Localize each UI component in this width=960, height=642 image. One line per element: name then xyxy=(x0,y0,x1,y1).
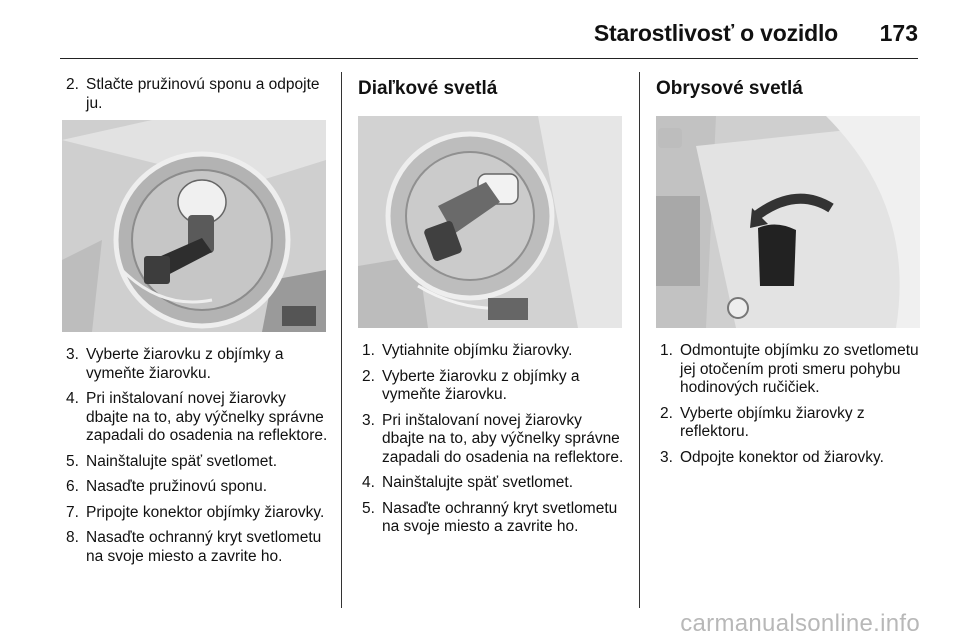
illustration-parking-light-socket xyxy=(656,116,920,328)
page-header xyxy=(60,14,918,59)
step-list xyxy=(62,346,328,566)
column-1 xyxy=(62,76,328,573)
step-text: Pripojte konektor objímky žiarovky. xyxy=(86,503,325,521)
step-number: 8. xyxy=(66,529,79,546)
step-text: Vyberte žiarovku z objímky a vymeňte žiarovku. xyxy=(382,367,580,403)
illustration-high-beam-bulb xyxy=(358,116,622,328)
column-3 xyxy=(656,76,920,474)
list-item xyxy=(358,368,624,405)
step-list xyxy=(656,342,920,467)
step-number: 4. xyxy=(66,390,79,407)
step-text: Nasaďte pružinovú sponu. xyxy=(86,478,267,495)
step-text: Pri inštalovaní novej žiarovky dbajte na to, aby výčnelky správne zapadali do osadenia na reflektore. xyxy=(382,411,624,466)
step-text: Nasaďte ochranný kryt svetlometu na svoje miesto a zavrite ho. xyxy=(382,499,618,535)
page-title: Starostlivosť o vozidlo xyxy=(593,20,838,46)
list-item xyxy=(62,504,328,523)
illustration-headlamp-clip xyxy=(62,120,326,332)
step-number: 3. xyxy=(660,448,673,466)
step-number: 5. xyxy=(66,452,79,470)
step-text: Odpojte konektor od žiarovky. xyxy=(680,448,884,466)
list-item xyxy=(62,478,328,497)
list-item xyxy=(62,453,328,472)
list-item xyxy=(358,342,624,361)
step-text: Odmontujte objímku zo svetlometu jej otočením proti smeru pohybu hodinových ručičiek. xyxy=(680,342,919,396)
step-text: Vytiahnite objímku žiarovky. xyxy=(382,342,573,359)
step-text: Nainštalujte späť svetlomet. xyxy=(382,474,574,491)
step-number: 1. xyxy=(362,342,375,359)
column-divider-1 xyxy=(341,72,342,608)
step-number: 3. xyxy=(362,411,375,429)
list-item xyxy=(656,449,920,468)
step-number: 3. xyxy=(66,346,79,363)
step-number: 2. xyxy=(362,367,375,385)
step-number: 1. xyxy=(660,342,673,359)
step-number: 2. xyxy=(66,76,79,93)
intro-step-list xyxy=(62,76,328,113)
step-number: 5. xyxy=(362,499,375,517)
column-divider-2 xyxy=(639,72,640,608)
list-item xyxy=(656,342,920,398)
step-text: Pri inštalovaní novej žiarovky dbajte na to, aby výčnelky správne zapadali do osadenia na reflektore. xyxy=(86,390,328,444)
page-number: 173 xyxy=(879,20,918,46)
watermark: carmanualsonline.info xyxy=(680,610,920,637)
step-text: Stlačte pružinovú sponu a odpojte ju. xyxy=(86,76,320,112)
step-text: Vyberte objímku žiarovky z reflektoru. xyxy=(680,404,865,440)
list-item xyxy=(656,405,920,442)
section-heading-parking-lights: Obrysové svetlá xyxy=(656,78,803,99)
list-item xyxy=(62,390,328,446)
step-number: 6. xyxy=(66,478,79,495)
step-list xyxy=(358,342,624,537)
list-item xyxy=(358,474,624,493)
step-text: Vyberte žiarovku z objímky a vymeňte žiarovku. xyxy=(86,346,284,382)
list-item xyxy=(62,346,328,383)
column-2 xyxy=(358,76,624,544)
step-number: 4. xyxy=(362,474,375,491)
list-item xyxy=(62,529,328,566)
list-item xyxy=(62,76,328,113)
step-number: 7. xyxy=(66,503,79,521)
step-text: Nasaďte ochranný kryt svetlometu na svoje miesto a zavrite ho. xyxy=(86,529,322,565)
list-item xyxy=(358,412,624,468)
step-number: 2. xyxy=(660,404,673,422)
step-text: Nainštalujte späť svetlomet. xyxy=(86,452,278,470)
section-heading-high-beam: Diaľkové svetlá xyxy=(358,78,498,99)
list-item xyxy=(358,500,624,537)
